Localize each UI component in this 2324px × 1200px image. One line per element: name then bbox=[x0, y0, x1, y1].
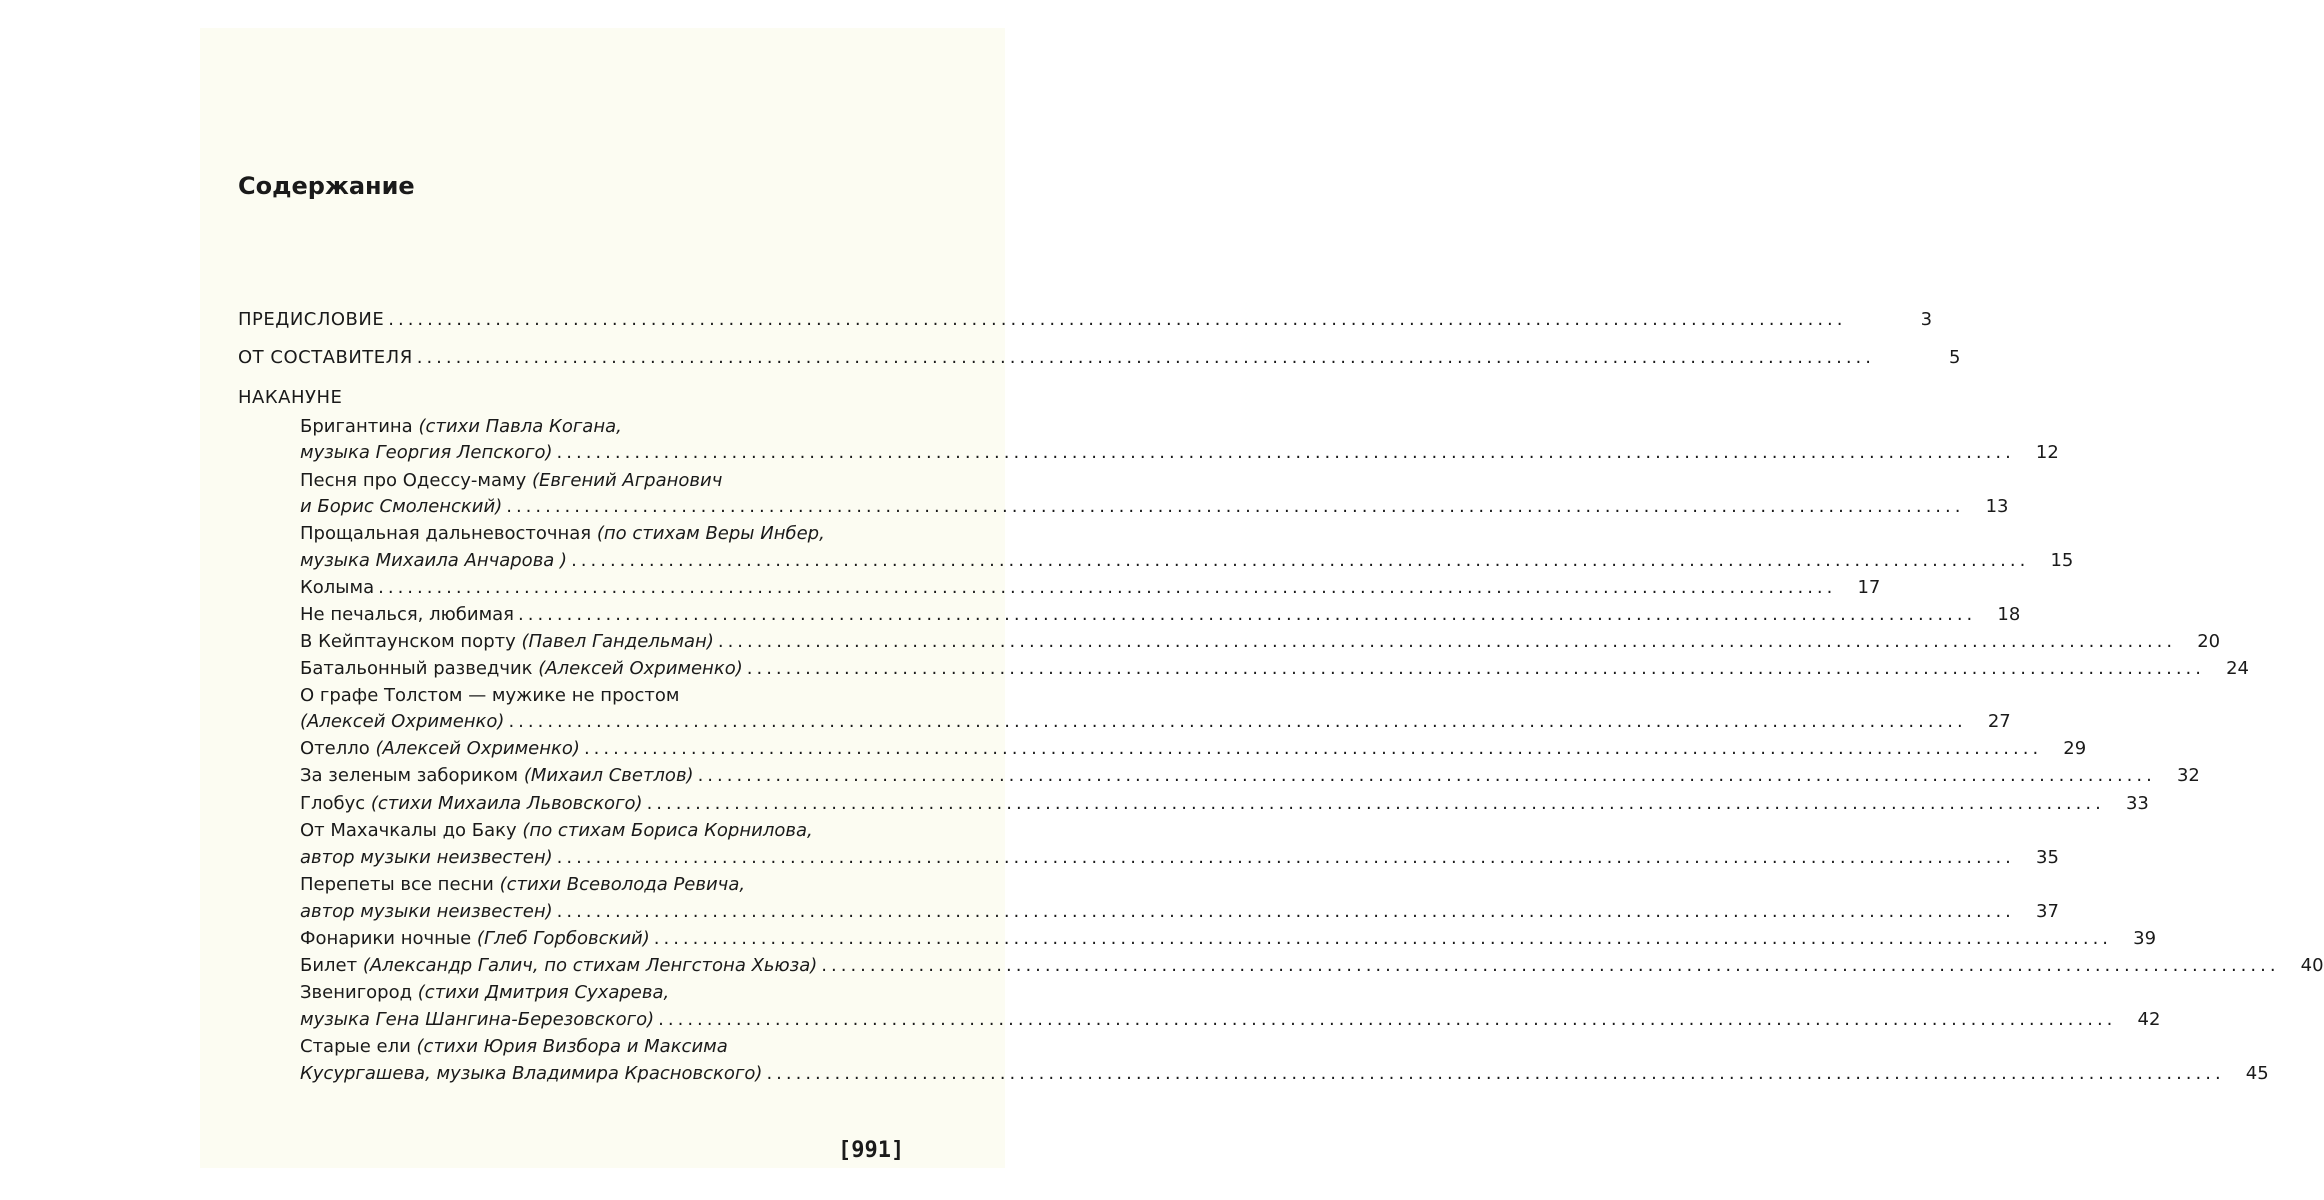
toc-entry-title: Кусургашева, музыка Владимира Красновского) bbox=[300, 1063, 763, 1084]
page-folio-number: [991] bbox=[838, 1138, 905, 1163]
dot-leader: ...................................................................................................................................................... bbox=[506, 496, 1965, 517]
toc-entry[interactable] bbox=[300, 1008, 2161, 1032]
toc-entry-title: Перепеты все песни (стихи Всеволода Ревича, bbox=[300, 874, 746, 895]
toc-label: ПРЕДИСЛОВИЕ bbox=[238, 309, 385, 330]
page-title: Содержание bbox=[238, 172, 415, 200]
toc-label: НАКАНУНЕ bbox=[238, 387, 343, 408]
toc-page-number: 45 bbox=[2245, 1063, 2269, 1084]
toc-entry[interactable] bbox=[300, 873, 904, 897]
toc-page-number: 32 bbox=[2176, 765, 2200, 786]
toc-entry[interactable] bbox=[300, 819, 904, 843]
dot-leader: ...................................................................................................................................................... bbox=[821, 955, 2280, 976]
dot-leader: ...................................................................................................................................................... bbox=[658, 1009, 2117, 1030]
toc-entry-title: автор музыки неизвестен) bbox=[300, 901, 553, 922]
dot-leader: ...................................................................................................................................................... bbox=[556, 901, 2015, 922]
toc-page-number: 5 bbox=[1949, 347, 1961, 368]
toc-entry[interactable] bbox=[300, 737, 2087, 761]
toc-entry-title: музыка Георгия Лепского) bbox=[300, 442, 553, 463]
dot-leader: ...................................................................................................................................................... bbox=[717, 631, 2177, 652]
dot-leader: ...................................................................................................................................................... bbox=[646, 793, 2105, 814]
dot-leader: ...................................................................................................................................................... bbox=[378, 577, 1837, 598]
toc-entry-title: Фонарики ночные (Глеб Горбовский) bbox=[300, 928, 650, 949]
dot-leader: ...................................................................................................................................................... bbox=[583, 738, 2043, 759]
toc-entry[interactable] bbox=[300, 603, 2021, 627]
toc-entry-title: музыка Гена Шангина-Березовского) bbox=[300, 1009, 655, 1030]
toc-page-number: 39 bbox=[2133, 928, 2157, 949]
toc-page-number: 33 bbox=[2125, 793, 2149, 814]
toc-entry[interactable] bbox=[300, 522, 904, 546]
toc-section-nakanune[interactable] bbox=[238, 386, 904, 410]
toc-entry[interactable] bbox=[300, 684, 904, 708]
toc-entry-title: В Кейптаунском порту (Павел Гандельман) bbox=[300, 631, 714, 652]
dot-leader: ...................................................................................................................................................... bbox=[746, 658, 2206, 679]
dot-leader: ...................................................................................................................................................... bbox=[766, 1063, 2225, 1084]
toc-entry[interactable] bbox=[300, 657, 2250, 681]
toc-entry[interactable] bbox=[300, 710, 2011, 734]
toc-page-number: 27 bbox=[1987, 711, 2011, 732]
toc-entry-title: Песня про Одессу-маму (Евгений Агранович bbox=[300, 470, 723, 491]
toc-entry-title: Не печалься, любимая bbox=[300, 604, 515, 625]
toc-page-number: 42 bbox=[2137, 1009, 2161, 1030]
toc-entry[interactable] bbox=[300, 1035, 904, 1059]
toc-entry-title: Бригантина (стихи Павла Когана, bbox=[300, 416, 622, 437]
toc-page-number: 15 bbox=[2050, 550, 2074, 571]
toc-entry-title: (Алексей Охрименко) bbox=[300, 711, 505, 732]
toc-page-number: 18 bbox=[1997, 604, 2021, 625]
toc-entry-title: Старые ели (стихи Юрия Визбора и Максима bbox=[300, 1036, 728, 1057]
toc-entry[interactable] bbox=[300, 846, 2059, 870]
dot-leader: ...................................................................................................................................................... bbox=[416, 347, 1875, 368]
toc-page-number: 24 bbox=[2226, 658, 2250, 679]
dot-leader: ...................................................................................................................................................... bbox=[697, 765, 2156, 786]
dot-leader: ...................................................................................................................................................... bbox=[518, 604, 1977, 625]
toc-entry-title: Звенигород (стихи Дмитрия Сухарева, bbox=[300, 982, 670, 1003]
toc-page-number: 12 bbox=[2035, 442, 2059, 463]
toc-page-number: 3 bbox=[1920, 309, 1933, 330]
dot-leader: ...................................................................................................................................................... bbox=[571, 550, 2030, 571]
toc-entry-title: Глобус (стихи Михаила Львовского) bbox=[300, 793, 643, 814]
toc-entry-title: О графе Толстом — мужике не простом bbox=[300, 685, 680, 706]
toc-entry[interactable] bbox=[300, 954, 2324, 978]
toc-entry[interactable] bbox=[300, 927, 2157, 951]
toc-entry[interactable] bbox=[300, 900, 2059, 924]
toc-page-number: 40 bbox=[2300, 955, 2324, 976]
toc-entry[interactable] bbox=[300, 630, 2221, 654]
toc-page-number: 37 bbox=[2036, 901, 2059, 922]
toc-entry-title: За зеленым заборикoм (Михаил Светлов) bbox=[300, 765, 694, 786]
toc-entry-title: Отелло (Алексей Охрименко) bbox=[300, 738, 580, 759]
toc-entry[interactable] bbox=[300, 981, 904, 1005]
toc-entry-title: и Борис Смоленский) bbox=[300, 496, 503, 517]
toc-entry[interactable] bbox=[300, 549, 2074, 573]
dot-leader: ...................................................................................................................................................... bbox=[556, 847, 2015, 868]
toc-entry-title: От Махачкалы до Баку (по стихам Бориса Корнилова, bbox=[300, 820, 813, 841]
toc-entry[interactable] bbox=[300, 576, 1881, 600]
toc-entry[interactable] bbox=[300, 764, 2200, 788]
dot-leader: ...................................................................................................................................................... bbox=[388, 309, 1847, 330]
toc-section-preface[interactable] bbox=[238, 308, 1933, 332]
toc-page-number: 29 bbox=[2063, 738, 2087, 759]
toc-entry[interactable] bbox=[300, 441, 2059, 465]
dot-leader: ...................................................................................................................................................... bbox=[508, 711, 1967, 732]
dot-leader: ...................................................................................................................................................... bbox=[556, 442, 2015, 463]
toc-page-number: 17 bbox=[1857, 577, 1881, 598]
toc-entry[interactable] bbox=[300, 415, 904, 439]
dot-leader: ...................................................................................................................................................... bbox=[653, 928, 2113, 949]
toc-entry-title: Прощальная дальневосточная (по стихам Веры Инбер, bbox=[300, 523, 825, 544]
toc-entry[interactable] bbox=[300, 495, 2009, 519]
toc-page-number: 13 bbox=[1985, 496, 2009, 517]
toc-entry-title: Колыма bbox=[300, 577, 375, 598]
toc-entry-title: музыка Михаила Анчарова ) bbox=[300, 550, 568, 571]
toc-page-number: 20 bbox=[2197, 631, 2221, 652]
toc-section-from-compiler[interactable] bbox=[238, 346, 1961, 370]
toc-entry-title: Билет (Александр Галич, по стихам Ленгстона Хьюза) bbox=[300, 955, 818, 976]
toc-label: ОТ СОСТАВИТЕЛЯ bbox=[238, 347, 413, 368]
toc-entry[interactable] bbox=[300, 1062, 2269, 1086]
toc-entry-title: Батальонный разведчик (Алексей Охрименко) bbox=[300, 658, 743, 679]
toc-entry[interactable] bbox=[300, 792, 2149, 816]
toc-entry-title: автор музыки неизвестен) bbox=[300, 847, 553, 868]
toc-entry[interactable] bbox=[300, 469, 904, 493]
toc-page-number: 35 bbox=[2036, 847, 2059, 868]
